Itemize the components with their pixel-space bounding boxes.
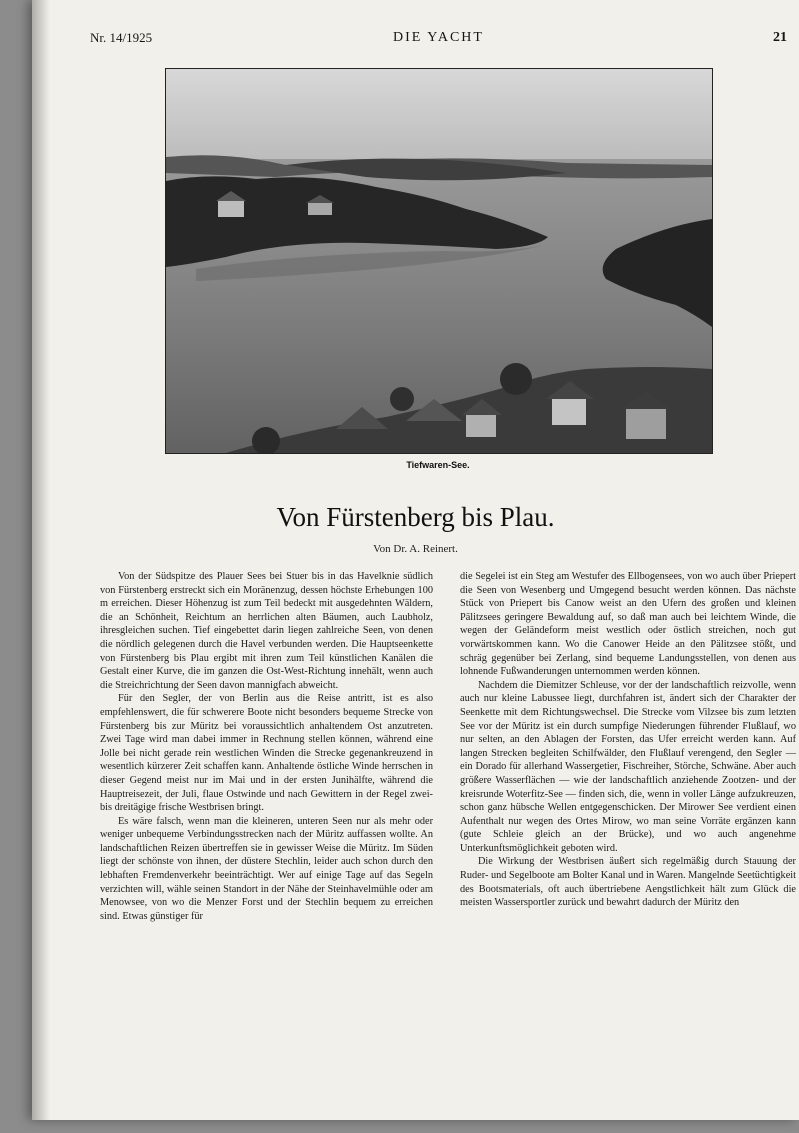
paragraph: Von der Südspitze des Plauer Sees bei Stuer bis in das Havelknie südlich von Fürstenberg erstreckt sich ein Moränenzug, dessen höchste Erhebungen 100 m erreichen. Dieser Höhenzug ist zum Teil bedeckt mit ausgedehnten Wäldern, die an Schönheit, Reichtum an herrlichen alten Bäumen, auch Laubholz, ihresgleichen suchen. Tief eingebettet darin liegen zahlreiche Seen, von denen die nördlich gelegenen durch die Havel verbunden werden. Die Hauptseenkette von Fürstenberg bis Plau ergibt mit ihren zum Teil künstlichen Kanälen die Gestalt einer Kurve, die im ganzen die Ost-West-Richtung innehält, wenn auch die Streichrichtung der Seen davon mannigfach abweicht.: [100, 571, 433, 691]
magazine-page: [32, 0, 799, 1120]
issue-number: Nr. 14/1925: [90, 30, 153, 45]
spine-shadow: [32, 0, 50, 1120]
page-number: 21: [773, 30, 787, 45]
lake-photograph: [165, 68, 713, 454]
right-column: [460, 570, 796, 910]
villa: [218, 201, 244, 217]
house-wall-1: [552, 399, 586, 425]
tree-1: [500, 363, 532, 395]
tree-2: [390, 387, 414, 411]
house-wall-2: [626, 409, 666, 439]
house-on-peninsula: [308, 203, 332, 215]
paragraph: die Segelei ist ein Steg am Westufer des Ellbogensees, von wo auch über Priepert die Seen von Wesenberg und Umgegend besucht werden können. Das nächste Stück von Priepert bis Canow weist an den Ufern des großen und kleinen Pälitzsees geringere Bewaldung auf, so daß man auch bei leichtem Winde, die wegen der Geländeform meist westlich oder östlich streichen, noch gut vorwärtskommen kann. Wo die Canower Heide an den Pälitzsee stößt, und schräg gegenüber bei Zerlang, sind bequeme Landungsstellen, von denen aus lohnende Fußwanderungen unternommen werden können.: [460, 571, 796, 678]
page-header: [90, 30, 787, 48]
lake-landscape-illustration: [166, 69, 712, 453]
paragraph: Nachdem die Diemitzer Schleuse, vor der der landschaftlich reizvolle, wenn auch nur kleine Labussee liegt, durchfahren ist, ändert sich der Charakter der Seenkette mit dem Richtungswechsel. Die Strecke vom Vilzsee bis zum letzten See vor der Müritz ist ein durch sumpfige Niederungen führender Flußlauf, wo nur selten, an den Ablagen der Forsten, das Ufer erreicht werden kann. Auf langen Strecken begleiten Schilfwälder, den Flußlauf verengend, den Segler — ein Dorado für allerhand Wassergetier, Fischreiher, Störche, Schwäne. Aber auch größere Wasserflächen — wie der landschaftlich anziehende Zootzen- und der kreisrunde Woterfitz-See — finden sich, die, wenn in voller Länge aufzukreuzen, schon ganz hübsche Wellen entgegenschicken. Der Mirower See verdient einen Aufenthalt nur wegen des Ortes Mirow, wo man seine Vorräte ergänzen kann (gute Schleie gleich an der Brücke), und wo auch angenehme Unterkunftsmöglichkeit geboten wird.: [460, 679, 796, 854]
journal-title: DIE YACHT: [393, 30, 484, 45]
left-column: [100, 570, 433, 923]
paragraph: Es wäre falsch, wenn man die kleineren, unteren Seen nur als mehr oder weniger unbequeme Verbindungsstrecken nach der Müritz auffassen wollte. An landschaftlichen Reizen übertreffen sie in gewisser Weise die Müritz. Im Süden liegt der schönste von ihnen, der düstere Stechlin, leider auch schon durch den lebhaften Fremdenverkehr beeinträchtigt. Wer auf einige Tage auf das Segeln verzichten will, wähle seinen Standort in der Nähe der Steinhavelmühle oder am Menowsee, von wo die Menzer Forst und der Stechlin bequem zu erreichen sind. Etwas günstiger für: [100, 815, 433, 922]
house-wall-3: [466, 415, 496, 437]
paragraph: Die Wirkung der Westbrisen äußert sich regelmäßig durch Stauung der Ruder- und Segelboote am Bolter Kanal und in Waren. Mangelnde Seetüchtigkeit des Bootsmaterials, oft auch übertriebene Aengstlichkeit hält zum Glück die meisten Wassersportler zurück und bewahrt dadurch der Müritz den: [460, 856, 796, 909]
paragraph: Für den Segler, der von Berlin aus die Reise antritt, ist es also empfehlenswert, die für schwerere Boote nicht besonders bequeme Strecke von Fürstenberg bis zur Müritz bei voraussichtlich anhaltendem Ost anzutreten. Zwei Tage wird man dabei immer in Rechnung stellen können, während eine Jolle bei nicht gerade rein westlichen Winden die Strecke gegenankreuzend in wesentlich kürzerer Zeit schaffen kann. Anhaltende östliche Winde herrschen in dieser Gegend meist nur im Mai und in der ersten Junihälfte, während die Hauptreisezeit, der Juli, flaue Ostwinde und nach Gewittern in der Regel zwei- bis dreitägige frische Westbrisen bringt.: [100, 693, 433, 814]
photo-caption: Tiefwaren-See.: [406, 460, 470, 470]
article-title: Von Fürstenberg bis Plau.: [276, 502, 555, 532]
sky: [166, 69, 712, 169]
article-byline: Von Dr. A. Reinert.: [373, 543, 458, 555]
